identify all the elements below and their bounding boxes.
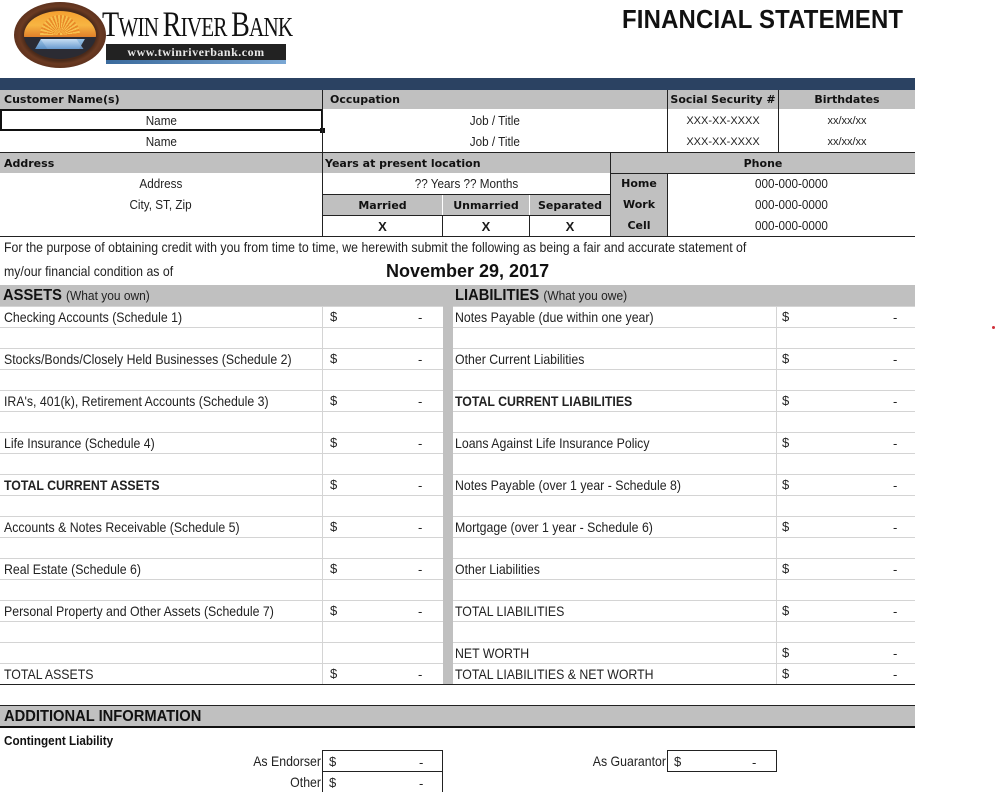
liability-value[interactable]: - (893, 478, 898, 493)
years-at-location-field[interactable]: ?? Years ?? Months (414, 176, 519, 191)
asset-currency: $ (330, 435, 338, 450)
stray-mark (992, 326, 995, 329)
asset-value[interactable]: - (418, 436, 423, 451)
ssn-field-1[interactable]: XXX-XX-XXXX (686, 114, 760, 127)
liability-currency: $ (782, 561, 790, 576)
net-worth-label: NET WORTH (455, 645, 530, 661)
header-band (0, 78, 915, 90)
liability-label: TOTAL LIABILITIES (455, 603, 565, 619)
asset-row (0, 475, 443, 496)
bank-url: www.twinriverbank.com (127, 45, 265, 59)
assets-title: ASSETS (What you own) (3, 287, 150, 304)
asset-row (0, 433, 443, 454)
net-worth-value[interactable]: - (893, 646, 898, 661)
asset-currency: $ (330, 603, 338, 618)
liability-label: Notes Payable (due within one year) (455, 309, 654, 325)
additional-info-title: ADDITIONAL INFORMATION (4, 708, 202, 725)
unmarried-header: Unmarried (443, 195, 529, 215)
liability-row (453, 391, 915, 412)
liability-row (453, 349, 915, 370)
ssn-field-2[interactable]: XXX-XX-XXXX (686, 135, 760, 148)
birthdates-header: Birthdates (779, 90, 915, 109)
statement-line-2: my/our financial condition as of (4, 263, 174, 279)
liability-value[interactable]: - (893, 394, 898, 409)
birthdate-field-2[interactable]: xx/xx/xx (827, 135, 867, 148)
liability-row (453, 475, 915, 496)
liability-row (453, 601, 915, 622)
as-guarantor-label: As Guarantor (592, 753, 666, 769)
phone-cell-field[interactable]: 000-000-0000 (755, 218, 828, 233)
liability-currency: $ (782, 519, 790, 534)
asset-value[interactable]: - (418, 478, 423, 493)
years-at-location-header: Years at present location (323, 153, 610, 173)
liability-label: TOTAL CURRENT LIABILITIES (455, 393, 633, 409)
as-guarantor-currency: $ (674, 754, 682, 769)
column-divider (443, 306, 453, 684)
liability-row (453, 433, 915, 454)
liability-value[interactable]: - (893, 562, 898, 577)
asset-value[interactable]: - (418, 310, 423, 325)
liability-currency: $ (782, 309, 790, 324)
total-liabilities-net-worth-value[interactable]: - (893, 667, 898, 682)
grid-line (0, 642, 443, 643)
asset-currency: $ (330, 477, 338, 492)
total-liabilities-net-worth-currency: $ (782, 666, 790, 681)
bank-name: TWIN RIVER BANK (102, 4, 293, 44)
liabilities-title: LIABILITIES (What you owe) (455, 287, 628, 304)
asset-value[interactable]: - (418, 352, 423, 367)
asset-label: Life Insurance (Schedule 4) (4, 435, 155, 451)
liability-label: Other Current Liabilities (455, 351, 585, 367)
document-title: FINANCIAL STATEMENT (622, 4, 904, 34)
as-guarantor-value: - (752, 755, 757, 770)
total-assets-label: TOTAL ASSETS (4, 666, 94, 682)
total-liabilities-net-worth-label: TOTAL LIABILITIES & NET WORTH (455, 666, 654, 682)
phone-home-label: Home (611, 173, 667, 194)
customer-name-field-1[interactable]: Name (0, 109, 323, 131)
separated-header: Separated (530, 195, 610, 215)
asset-label: IRA's, 401(k), Retirement Accounts (Schedule 3) (4, 393, 269, 409)
asset-currency: $ (330, 309, 338, 324)
liability-row (453, 559, 915, 580)
asset-row (0, 349, 443, 370)
as-endorser-value: - (419, 755, 424, 770)
phone-header: Phone (611, 153, 915, 173)
liability-value[interactable]: - (893, 352, 898, 367)
asset-value[interactable]: - (418, 394, 423, 409)
asset-value[interactable]: - (418, 562, 423, 577)
liability-currency: $ (782, 351, 790, 366)
liability-label: Notes Payable (over 1 year - Schedule 8) (455, 477, 681, 493)
contingent-liability-label: Contingent Liability (4, 733, 114, 748)
as-endorser-field[interactable] (322, 750, 443, 772)
occupation-field-1[interactable]: Job / Title (469, 113, 521, 128)
asset-row (0, 559, 443, 580)
as-endorser-label: As Endorser (253, 753, 321, 769)
as-guarantor-field[interactable] (667, 750, 777, 772)
asset-label: Accounts & Notes Receivable (Schedule 5) (4, 519, 240, 535)
other-currency: $ (329, 775, 337, 790)
total-assets-value[interactable]: - (418, 667, 423, 682)
other-value: - (419, 776, 424, 791)
as-endorser-currency: $ (329, 754, 337, 769)
liability-row (453, 307, 915, 328)
phone-work-label: Work (611, 194, 667, 215)
asset-label: Checking Accounts (Schedule 1) (4, 309, 183, 325)
asset-row (0, 601, 443, 622)
other-field[interactable] (322, 771, 443, 792)
liability-currency: $ (782, 435, 790, 450)
liability-value[interactable]: - (893, 436, 898, 451)
asset-currency: $ (330, 519, 338, 534)
asset-value[interactable]: - (418, 604, 423, 619)
occupation-header: Occupation (323, 90, 667, 109)
married-header: Married (323, 195, 442, 215)
liability-value[interactable]: - (893, 520, 898, 535)
liability-row (453, 517, 915, 538)
asset-row (0, 391, 443, 412)
asset-label: Stocks/Bonds/Closely Held Businesses (Schedule 2) (4, 351, 292, 367)
customer-name-field-2[interactable]: Name (145, 134, 177, 149)
grid-line (453, 642, 915, 643)
liability-value[interactable]: - (893, 310, 898, 325)
grid-line (0, 663, 443, 664)
statement-line-1: For the purpose of obtaining credit with you from time to time, we herewith submit the following as being a fair and accurate statement of (4, 239, 747, 255)
asset-row (0, 307, 443, 328)
logo-emblem-icon (14, 2, 106, 68)
asset-currency: $ (330, 351, 338, 366)
asset-label: TOTAL CURRENT ASSETS (4, 477, 160, 493)
occupation-field-2[interactable]: Job / Title (469, 134, 521, 149)
phone-home-field[interactable]: 000-000-0000 (755, 176, 828, 191)
bank-logo (14, 2, 293, 70)
ssn-header: Social Security # (668, 90, 778, 109)
phone-cell-label: Cell (611, 215, 667, 236)
asset-label: Real Estate (Schedule 6) (4, 561, 141, 577)
total-assets-currency: $ (330, 666, 338, 681)
liability-currency: $ (782, 477, 790, 492)
grid-line (453, 663, 915, 664)
address-line2-field[interactable]: City, ST, Zip (129, 197, 193, 212)
asset-currency: $ (330, 561, 338, 576)
customer-names-header: Customer Name(s) (0, 90, 322, 109)
asset-row (0, 517, 443, 538)
liability-currency: $ (782, 603, 790, 618)
asset-currency: $ (330, 393, 338, 408)
liability-label: Other Liabilities (455, 561, 540, 577)
other-label: Other (290, 774, 321, 790)
asset-label: Personal Property and Other Assets (Schedule 7) (4, 603, 274, 619)
liability-label: Loans Against Life Insurance Policy (455, 435, 650, 451)
liability-value[interactable]: - (893, 604, 898, 619)
unmarried-field[interactable]: X (481, 218, 491, 234)
liability-label: Mortgage (over 1 year - Schedule 6) (455, 519, 653, 535)
net-worth-currency: $ (782, 645, 790, 660)
asset-value[interactable]: - (418, 520, 423, 535)
separated-field[interactable]: X (565, 218, 575, 234)
birthdate-field-1[interactable]: xx/xx/xx (827, 114, 867, 127)
address-line1-field[interactable]: Address (139, 176, 183, 191)
statement-date[interactable]: November 29, 2017 (386, 261, 550, 281)
married-field[interactable]: X (378, 218, 387, 234)
liability-currency: $ (782, 393, 790, 408)
phone-work-field[interactable]: 000-000-0000 (755, 197, 828, 212)
address-header: Address (0, 153, 322, 173)
